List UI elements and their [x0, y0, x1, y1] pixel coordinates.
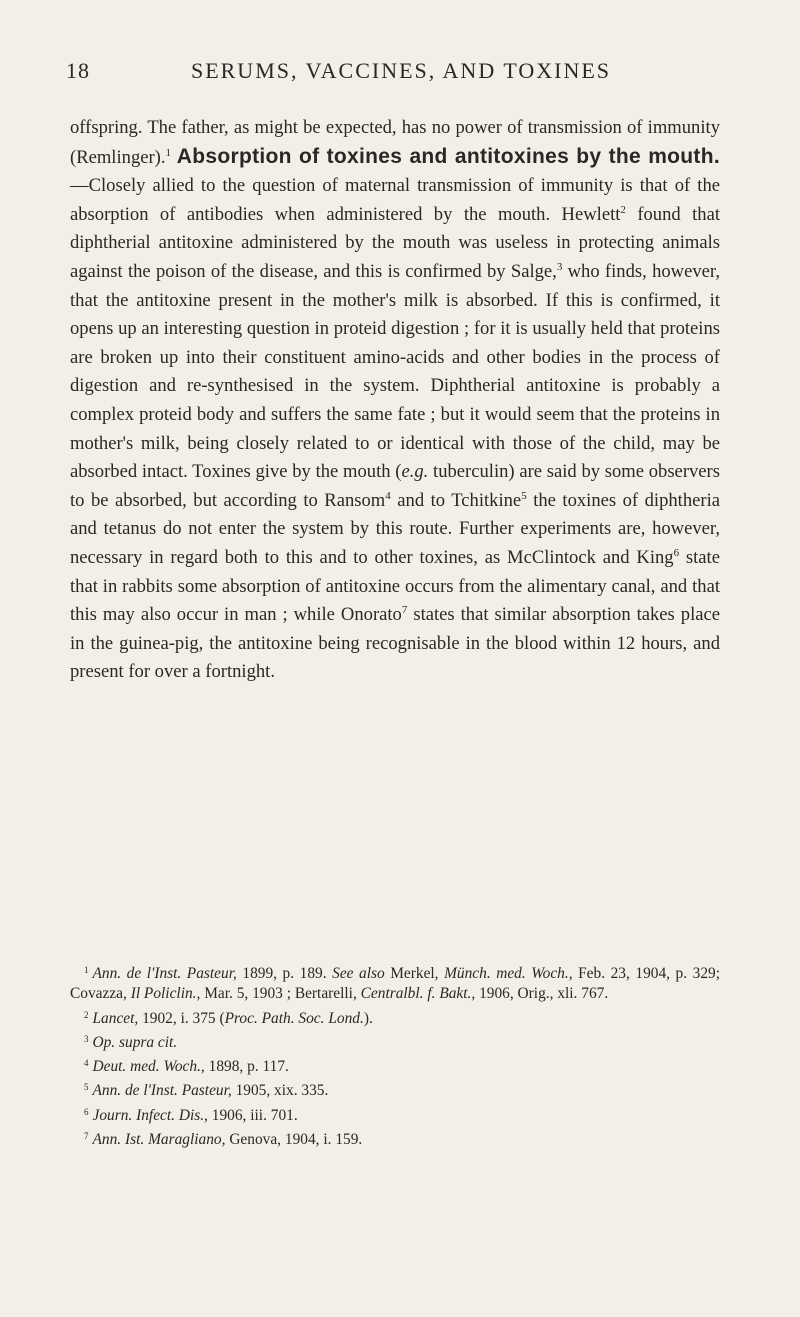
footnote-ref: 2 — [620, 203, 626, 216]
paragraph-text: who finds, however, that the antitoxine present in the mother's milk is absorbed. If this is confirmed, it opens up an interesting question in proteid digestion ; for it is usually held that proteins are broken up into their constituent amino-acids and other bodies in the process of digestion and re-synthesised in the system. Diphtherial antitoxine is probably a complex proteid body and suffers the same fate ; but it would seem that the proteins in mother's milk, being closely related to or identical with those of the child, may be absorbed intact. Toxines give by the mouth ( — [70, 260, 720, 483]
section-heading: Absorption of toxines and antitoxines by the mouth. — [176, 144, 720, 168]
footnote-2: $^2$ Lancet, 1902, i. 375 (Proc. Path. Soc. Lond.). — [84, 1009, 373, 1027]
footnote-6: $^6$ Journ. Infect. Dis., 1906, iii. 701. — [84, 1106, 298, 1124]
footnote-5: $^5$ Ann. de l'Inst. Pasteur, 1905, xix. 335. — [84, 1082, 329, 1100]
abbreviation: e.g. — [401, 461, 429, 483]
paragraph-text: and to Tchitkine — [390, 489, 522, 511]
footnotes — [70, 960, 720, 1150]
footnote-3: $^3$ Op. supra cit. — [84, 1033, 178, 1051]
body-text — [70, 114, 720, 687]
lead-text: offspring. The father, as might be expected, has no power of transmission of immunity (Remlinger). — [70, 117, 720, 168]
footnote-ref: 5 — [521, 489, 527, 502]
paragraph-text: —Closely allied to the question of maternal transmission of immunity is that of the absorption of antibodies when administered by the mouth. Hewlett — [70, 175, 720, 225]
running-title: SERUMS, VACCINES, AND TOXINES — [190, 58, 612, 83]
paragraph-text: the toxines of diphtheria and tetanus do not enter the system by this route. Further experiments are, however, necessary in regard both to this and to other toxines, as McClintock and King — [70, 489, 720, 568]
footnote-ref: 1 — [165, 146, 172, 159]
paragraph-text: states that similar absorption takes place in the guinea-pig, the antitoxine being recognisable in the blood within 12 hours, and present for over a fortnight. — [70, 604, 721, 683]
footnote-4: $^4$ Deut. med. Woch., 1898, p. 117. — [84, 1058, 289, 1076]
footnote-ref: 3 — [556, 260, 563, 273]
footnote-1: $^1$ Ann. de l'Inst. Pasteur, 1899, p. 189. See also Merkel, Münch. med. Woch., Feb. 23, 1904, p. 329; Covazza, Il Policlin., Mar. 5, 1903 ; Bertarelli, Centralbl. f. Bakt., 1906, Orig., xli. 767. — [70, 965, 721, 1003]
page-number: 18 — [66, 58, 90, 83]
paragraph-text: state that in rabbits some absorption of antitoxine occurs from the alimentary canal, and that this may also occur in man ; while Onorato — [70, 546, 720, 626]
paragraph-text: tuberculin) are said by some observers to be absorbed, but according to Ransom — [70, 461, 720, 511]
footnote-ref: 6 — [673, 546, 680, 559]
footnote-ref: 7 — [401, 604, 408, 617]
running-head — [66, 58, 736, 88]
footnote-ref: 4 — [385, 489, 391, 502]
paragraph — [70, 114, 720, 687]
footnote-7: $^7$ Ann. Ist. Maragliano, Genova, 1904, i. 159. — [84, 1131, 363, 1149]
paragraph-text: found that diphtherial antitoxine administered by the mouth was useless in protecting animals against the poison of the disease, and this is confirmed by Salge, — [70, 203, 721, 282]
